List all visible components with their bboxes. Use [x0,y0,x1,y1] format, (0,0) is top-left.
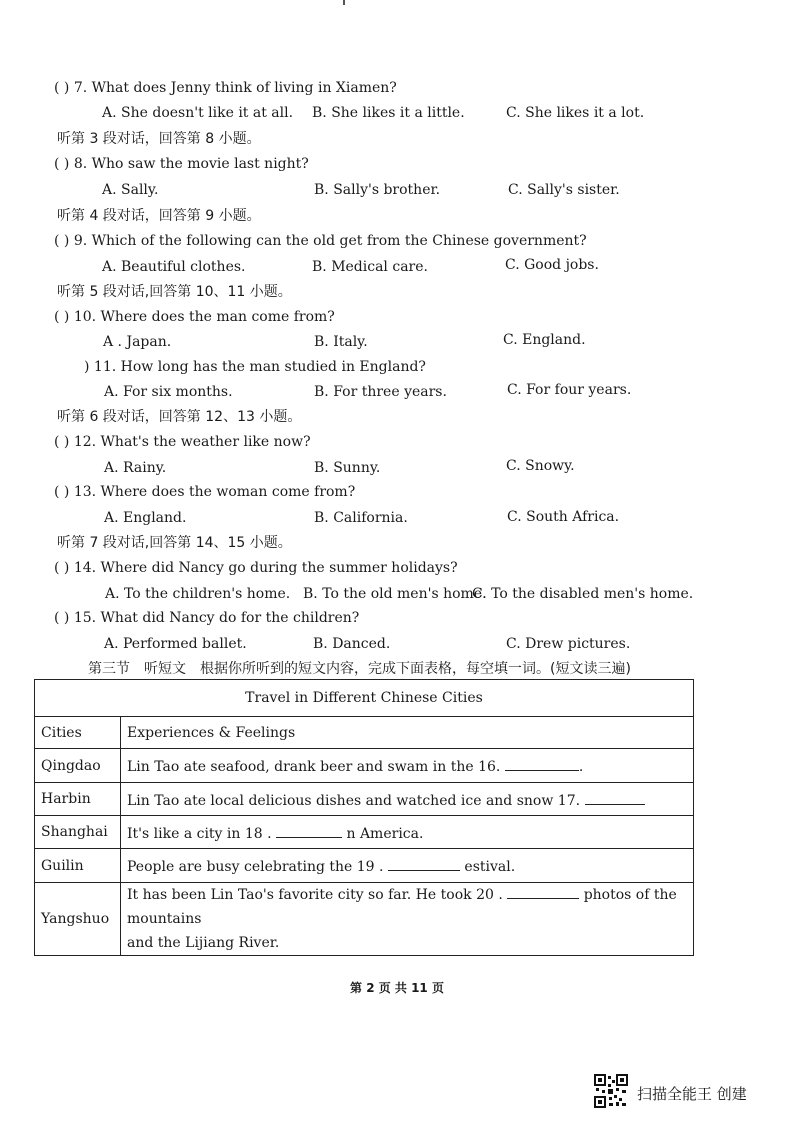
question-stem: 12. What's the weather like now? [73,434,311,450]
option-c: C. Sally's sister. [508,182,620,198]
option-c: C. She likes it a lot. [506,105,645,121]
option-b: B. California. [314,510,408,526]
table-row [35,816,694,849]
question-stem: 10. Where does the man come from? [73,309,335,325]
page-number: 第 2 页 共 11 页 [350,981,444,995]
qr-code-icon [594,1074,628,1108]
question-stem: 15. What did Nancy do for the children? [73,610,360,626]
answer-blank-17[interactable] [585,790,645,805]
question-stem: 9. Which of the following can the old get from the Chinese government? [73,233,587,249]
option-a: A. Rainy. [104,460,167,476]
city-cell: Guilin [35,849,121,883]
experience-cell [121,816,694,849]
experience-cell [121,883,694,956]
city-cell: Harbin [35,783,121,816]
option-a: A . Japan. [103,334,172,350]
experience-text: Lin Tao ate local delicious dishes and watched ice and snow 17. [127,792,581,809]
option-a: A. Performed ballet. [104,636,247,652]
answer-bracket: ( ) [54,233,70,249]
header-experiences: Experiences & Feelings [121,717,694,749]
section-heading-7: 听第 7 段对话,回答第 14、15 小题。 [57,535,292,551]
scan-mark [343,0,345,5]
answer-blank-18[interactable] [276,823,342,838]
experience-text: It's like a city in 18 . [127,825,272,842]
section-heading-5: 听第 5 段对话,回答第 10、11 小题。 [57,284,292,300]
answer-bracket: ( ) [54,434,70,450]
part3-instruction: 第三节 听短文 根据你所听到的短文内容，完成下面表格，每空填一词。(短文读三遍) [88,661,631,677]
experience-text-line2: and the Lijiang River. [127,935,280,951]
question-12 [54,433,311,451]
question-15 [54,609,359,627]
option-a: A. She doesn't like it at all. [102,105,294,121]
city-cell: Shanghai [35,816,121,849]
option-a: A. England. [104,510,187,526]
answer-blank-16[interactable] [505,756,579,771]
question-stem: 11. How long has the man studied in England? [93,359,426,375]
question-10 [54,308,335,326]
option-c: C. Good jobs. [505,257,599,273]
option-a: A. Beautiful clothes. [102,259,246,275]
table-row [35,849,694,883]
table-row [35,749,694,783]
answer-bracket: ( ) [54,80,70,96]
option-c: C. England. [503,332,586,348]
question-stem: 8. Who saw the movie last night? [73,156,309,172]
experience-cell [121,849,694,883]
table-title: Travel in Different Chinese Cities [35,680,694,717]
table-row [35,783,694,816]
option-c: C. Snowy. [506,458,575,474]
section-heading-4: 听第 4 段对话，回答第 9 小题。 [57,208,261,224]
question-stem: 7. What does Jenny think of living in Xiamen? [73,80,397,96]
answer-bracket: ( ) [54,156,70,172]
option-b: B. She likes it a little. [312,105,465,121]
question-8 [54,155,309,173]
travel-table [34,679,694,956]
city-cell: Qingdao [35,749,121,783]
answer-bracket: ( ) [54,610,70,626]
section-heading-3: 听第 3 段对话，回答第 8 小题。 [57,131,261,147]
answer-bracket: ) [84,359,90,375]
section-heading-6: 听第 6 段对话，回答第 12、13 小题。 [57,409,302,425]
experience-tail: . [578,759,584,775]
question-7 [54,79,397,97]
option-a: A. For six months. [104,384,233,400]
city-cell: Yangshuo [35,883,121,956]
option-b: B. Medical care. [312,259,428,275]
option-b: B. Italy. [314,334,368,350]
header-cities: Cities [35,717,121,749]
answer-blank-19[interactable] [388,856,460,871]
option-a: A. Sally. [102,182,159,198]
question-13 [54,483,355,501]
option-b: B. To the old men's home. [303,586,487,602]
answer-bracket: ( ) [54,309,70,325]
question-stem: 14. Where did Nancy go during the summer holidays? [73,560,458,576]
option-c: C. For four years. [507,382,632,398]
question-stem: 13. Where does the woman come from? [73,484,356,500]
table-row [35,883,694,956]
option-b: B. Sunny. [314,460,381,476]
experience-text: Lin Tao ate seafood, drank beer and swam in the 16. [127,759,501,775]
experience-cell [121,749,694,783]
option-b: B. Danced. [313,636,391,652]
scanner-watermark: 扫描全能王 创建 [637,1085,747,1103]
experience-tail: n America. [346,825,424,842]
option-b: B. For three years. [314,384,447,400]
experience-cell [121,783,694,816]
question-11 [84,358,426,376]
option-c: C. South Africa. [507,509,620,525]
table-title-row [35,680,694,717]
option-b: B. Sally's brother. [314,182,441,198]
experience-text: People are busy celebrating the 19 . [127,859,384,875]
table-header-row [35,717,694,749]
option-c: C. Drew pictures. [506,636,631,652]
option-c: C. To the disabled men's home. [472,586,694,602]
experience-tail: estival. [464,859,516,875]
question-9 [54,232,587,250]
experience-text: It has been Lin Tao's favorite city so far. He took 20 . [127,887,503,903]
option-a: A. To the children's home. [105,586,291,602]
answer-blank-20[interactable] [507,884,579,899]
answer-bracket: ( ) [54,560,70,576]
question-14 [54,559,458,577]
experience-tail: photos of the mountains [127,887,677,927]
answer-bracket: ( ) [54,484,70,500]
